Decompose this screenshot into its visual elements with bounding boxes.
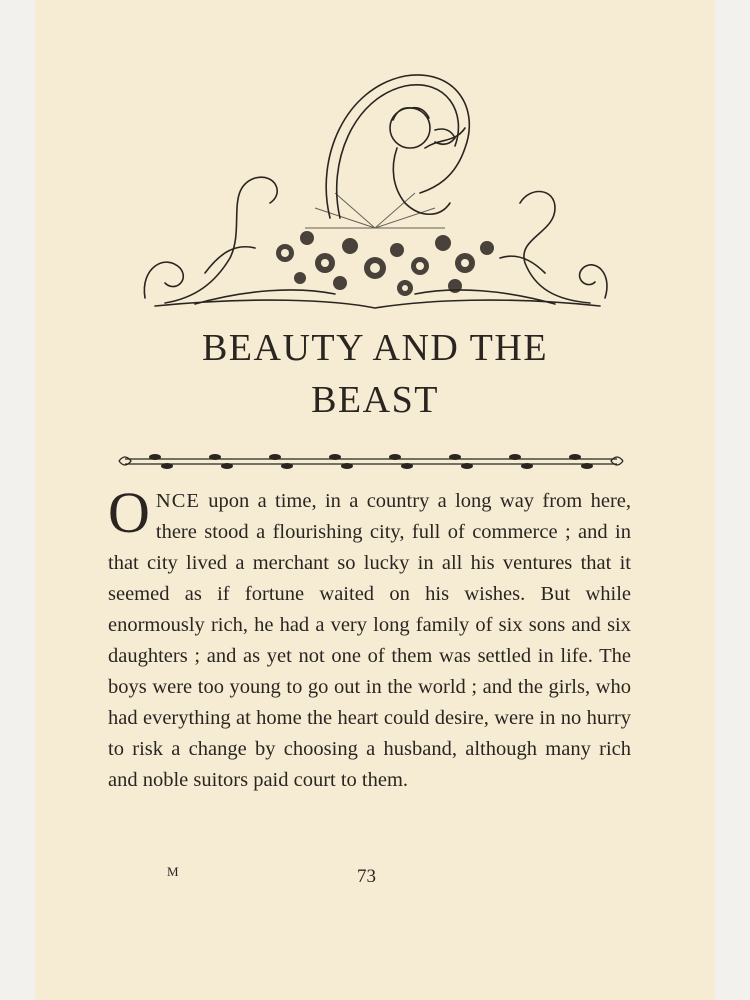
page-number: 73 (357, 866, 376, 887)
title-line-1: BEAUTY AND THE (201, 327, 549, 369)
signature-mark: M (167, 864, 179, 879)
ornamental-rule-icon (115, 446, 627, 476)
paragraph-text: upon a time, in a country a long way from here, there stood a flourishing city, full of commerce ; and in that city lived a merchant so lucky in all his ventures that it seemed as if fortune waited on his wishes. But while enormously rich, he had a very long family of six sons and six daughters ; and as yet not one of them was settled in life. The boys were too young to go out in the world ; and the girls, who had everything at home the heart could desire, were in no hurry to risk a change by choosing a husband, although many rich and noble suitors paid court to them. (108, 490, 632, 791)
lead-in-word: NCE (155, 490, 200, 512)
story-paragraph (108, 480, 632, 796)
book-page (35, 0, 715, 1000)
title-line-2: BEAST (311, 379, 439, 421)
drop-cap: O (108, 480, 150, 545)
cherub-vignette-illustration (135, 68, 615, 316)
